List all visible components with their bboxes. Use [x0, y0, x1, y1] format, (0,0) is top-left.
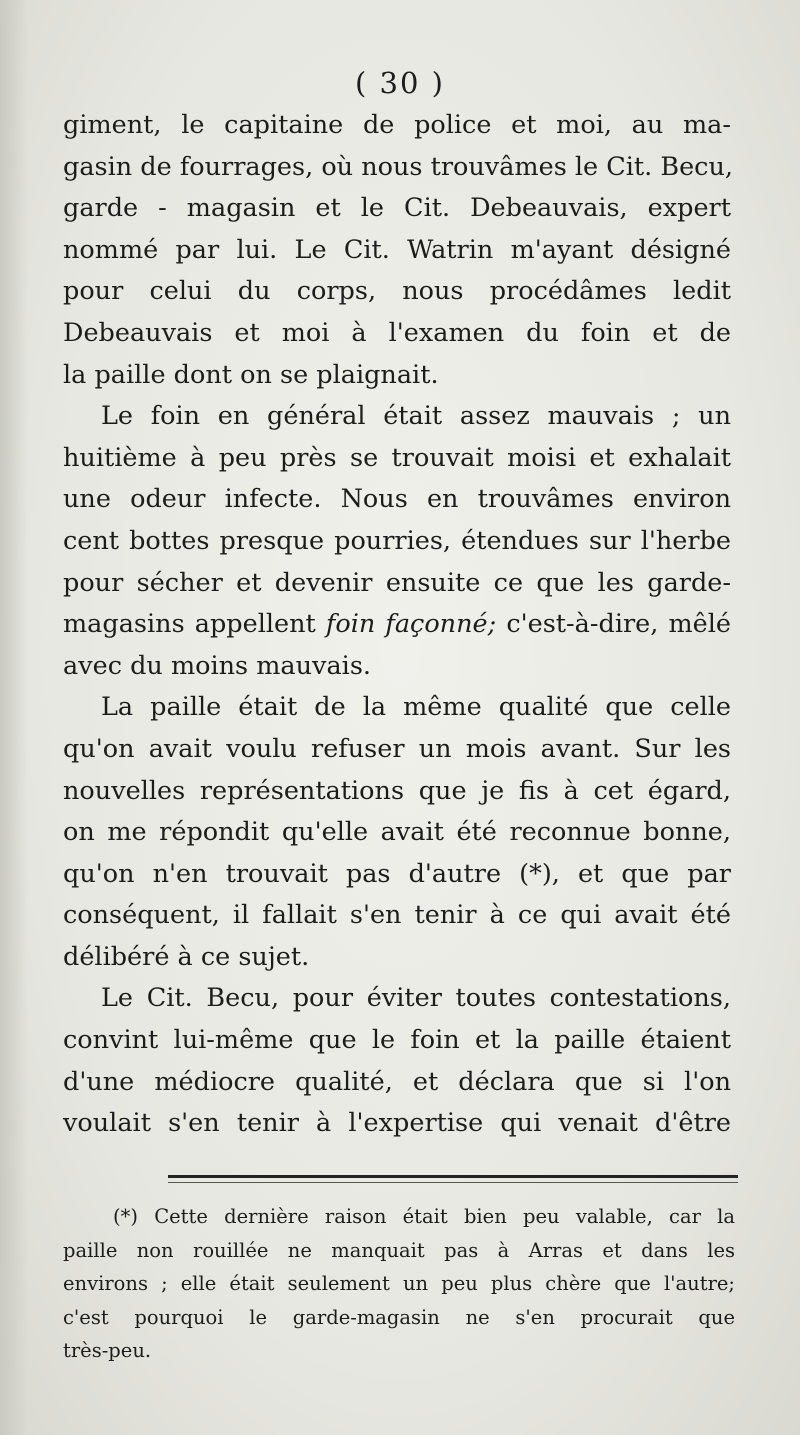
- footnote-divider: [168, 1175, 738, 1178]
- text-segment: c'est-à-dire, mêlé: [506, 609, 731, 640]
- text-line: d'une médiocre qualité, et déclara que si l'on: [63, 1066, 731, 1097]
- text-line: convint lui-même que le foin et la paille étaient: [63, 1025, 731, 1056]
- text-line: délibéré à ce sujet.: [63, 941, 310, 972]
- footnote-line: très-peu.: [63, 1339, 152, 1362]
- footnote-line: paille non rouillée ne manquait pas à Arras et dans les: [63, 1238, 735, 1262]
- text-line: La paille était de la même qualité que celle: [101, 692, 731, 723]
- text-line: gasin de fourrages, où nous trouvâmes le Cit. Becu,: [63, 151, 733, 182]
- footnote-divider-thin: [168, 1182, 738, 1183]
- text-segment: magasins appellent: [63, 609, 316, 640]
- text-line: conséquent, il fallait s'en tenir à ce qui avait été: [63, 900, 731, 931]
- text-line: pour sécher et devenir ensuite ce que les garde-: [63, 567, 731, 598]
- text-line: on me répondit qu'elle avait été reconnue bonne,: [63, 817, 731, 848]
- page-number: ( 30 ): [355, 66, 445, 100]
- text-line: giment, le capitaine de police et moi, au ma-: [63, 110, 731, 140]
- text-line: pour celui du corps, nous procédâmes ledit: [63, 276, 731, 307]
- text-line: nouvelles représentations que je fis à cet égard,: [63, 775, 731, 806]
- text-line: qu'on avait voulu refuser un mois avant. Sur les: [63, 733, 731, 764]
- footnote-line: (*) Cette dernière raison était bien peu valable, car la: [113, 1205, 735, 1228]
- text-line: la paille dont on se plaignait.: [63, 359, 439, 390]
- footnote: [63, 1200, 735, 1368]
- text-line: nommé par lui. Le Cit. Watrin m'ayant désigné: [63, 234, 731, 265]
- text-line: Le Cit. Becu, pour éviter toutes contestations,: [101, 983, 731, 1014]
- text-line: avec du moins mauvais.: [63, 650, 372, 681]
- text-line: Le foin en général était assez mauvais ; un: [101, 401, 731, 432]
- italic-term: foin façonné;: [325, 609, 497, 640]
- text-line: huitième à peu près se trouvait moisi et exhalait: [63, 442, 731, 473]
- page-gutter-shadow: [0, 0, 28, 1435]
- text-line: Debeauvais et moi à l'examen du foin et de: [63, 317, 731, 348]
- text-line: cent bottes presque pourries, étendues sur l'herbe: [63, 525, 731, 556]
- text-line-mixed: [63, 604, 731, 646]
- text-line: garde - magasin et le Cit. Debeauvais, expert: [63, 193, 731, 224]
- footnote-line: environs ; elle était seulement un peu plus chère que l'autre;: [63, 1272, 735, 1295]
- text-line: voulait s'en tenir à l'expertise qui venait d'être: [63, 1108, 731, 1139]
- text-line: une odeur infecte. Nous en trouvâmes environ: [63, 484, 731, 515]
- main-text: [63, 105, 731, 1145]
- text-line: qu'on n'en trouvait pas d'autre (*), et que par: [63, 858, 731, 889]
- footnote-line: c'est pourquoi le garde-magasin ne s'en procurait que: [63, 1305, 735, 1329]
